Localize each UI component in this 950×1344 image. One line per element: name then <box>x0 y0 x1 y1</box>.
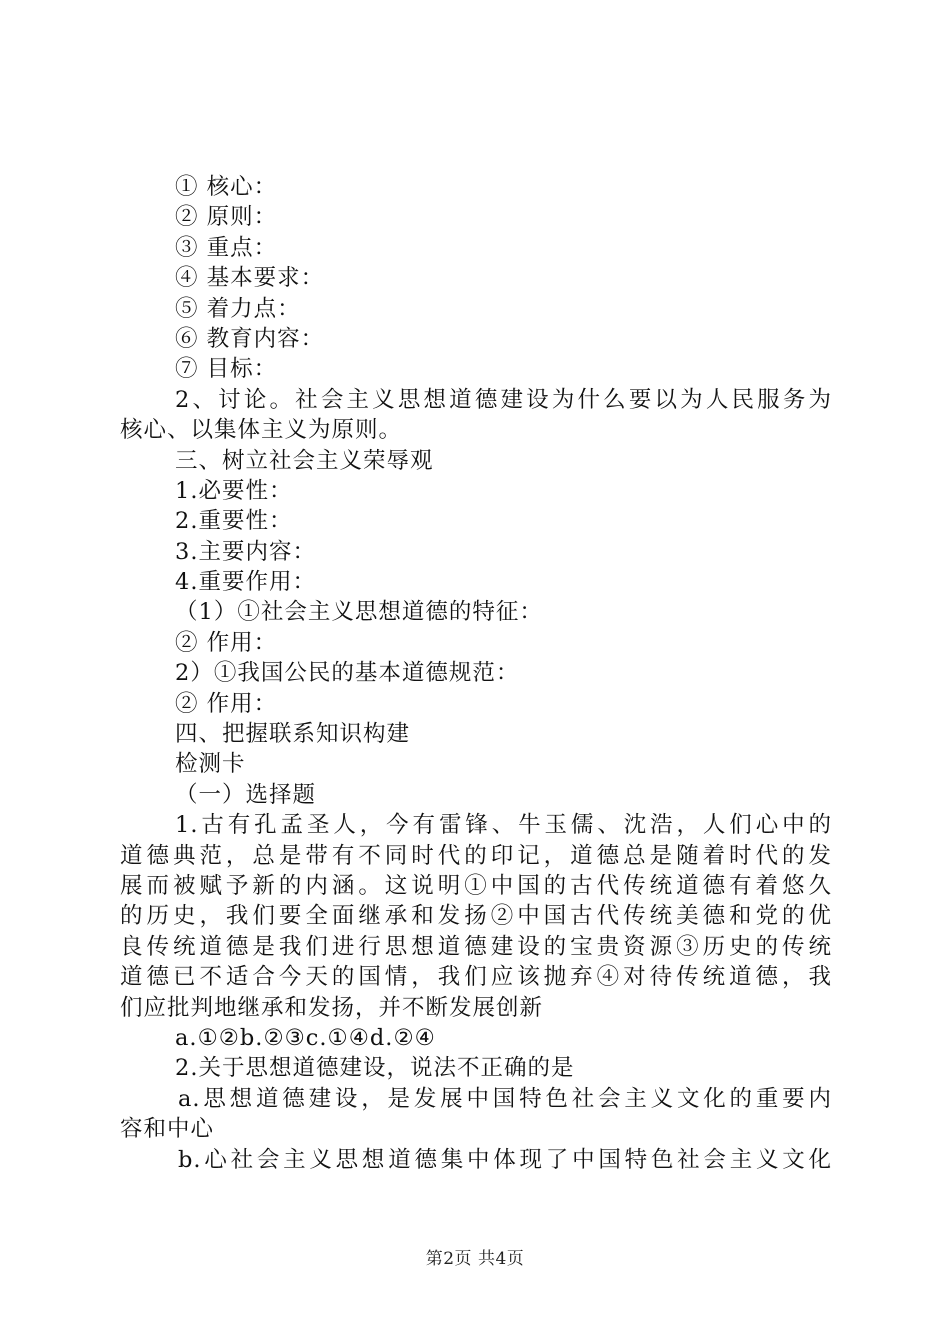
answer-options: a.①②b.②③c.①④d.②④ <box>175 1024 436 1051</box>
section-heading: （一）选择题 <box>175 781 317 808</box>
answer-option: 容和中心 <box>120 1116 215 1143</box>
text-line: ① 核心： <box>175 174 278 200</box>
question-text: 展而被赋予新的内涵。这说明①中国的古代传统道德有着悠久 <box>120 872 832 899</box>
answer-option: a.思想道德建设，是发展中国特色社会主义文化的重要内 <box>178 1085 832 1112</box>
text-line: ④ 基本要求： <box>175 265 325 292</box>
text-line: 2、讨论。社会主义思想道德建设为什么要以为人民服务为 <box>175 386 832 413</box>
text-line: 1.必要性： <box>175 477 293 504</box>
section-heading: 三、树立社会主义荣辱观 <box>175 447 434 474</box>
text-line: ② 作用： <box>175 690 278 717</box>
text-line: 2.重要性： <box>175 508 293 535</box>
question-text: 的历史，我们要全面继承和发扬②中国古代传统美德和党的优 <box>120 903 832 930</box>
text-line: （1）①社会主义思想道德的特征： <box>175 599 543 626</box>
section-heading: 检测卡 <box>175 751 246 778</box>
question-text: 2.关于思想道德建设，说法不正确的是 <box>175 1055 575 1082</box>
section-heading: 四、把握联系知识构建 <box>175 721 411 748</box>
question-text: 1.古有孔孟圣人，今有雷锋、牛玉儒、沈浩，人们心中的 <box>175 812 832 839</box>
text-line: 2）①我国公民的基本道德规范： <box>175 660 520 687</box>
text-line: 4.重要作用： <box>175 569 316 596</box>
question-text: 道德典范，总是带有不同时代的印记，道德总是随着时代的发 <box>120 842 832 869</box>
question-text: 道德已不适合今天的国情，我们应该抛弃④对待传统道德，我 <box>120 964 832 991</box>
text-line: ⑦ 目标： <box>175 356 278 383</box>
text-line: ② 原则： <box>175 204 278 231</box>
answer-option: b.心社会主义思想道德集中体现了中国特色社会主义文化 <box>178 1146 832 1173</box>
text-line: 核心、以集体主义为原则。 <box>120 417 403 444</box>
page-footer: 第2页 共4页 <box>425 1249 525 1269</box>
text-line: ⑤ 着力点： <box>175 295 301 322</box>
question-text: 们应批判地继承和发扬，并不断发展创新 <box>120 994 544 1021</box>
text-line: ③ 重点： <box>175 234 278 261</box>
text-line: ⑥ 教育内容： <box>175 325 325 352</box>
text-line: ② 作用： <box>175 629 278 656</box>
page-body <box>120 172 832 1175</box>
text-line: 3.主要内容： <box>175 538 316 565</box>
question-text: 良传统道德是我们进行思想道德建设的宝贵资源③历史的传统 <box>120 933 832 960</box>
